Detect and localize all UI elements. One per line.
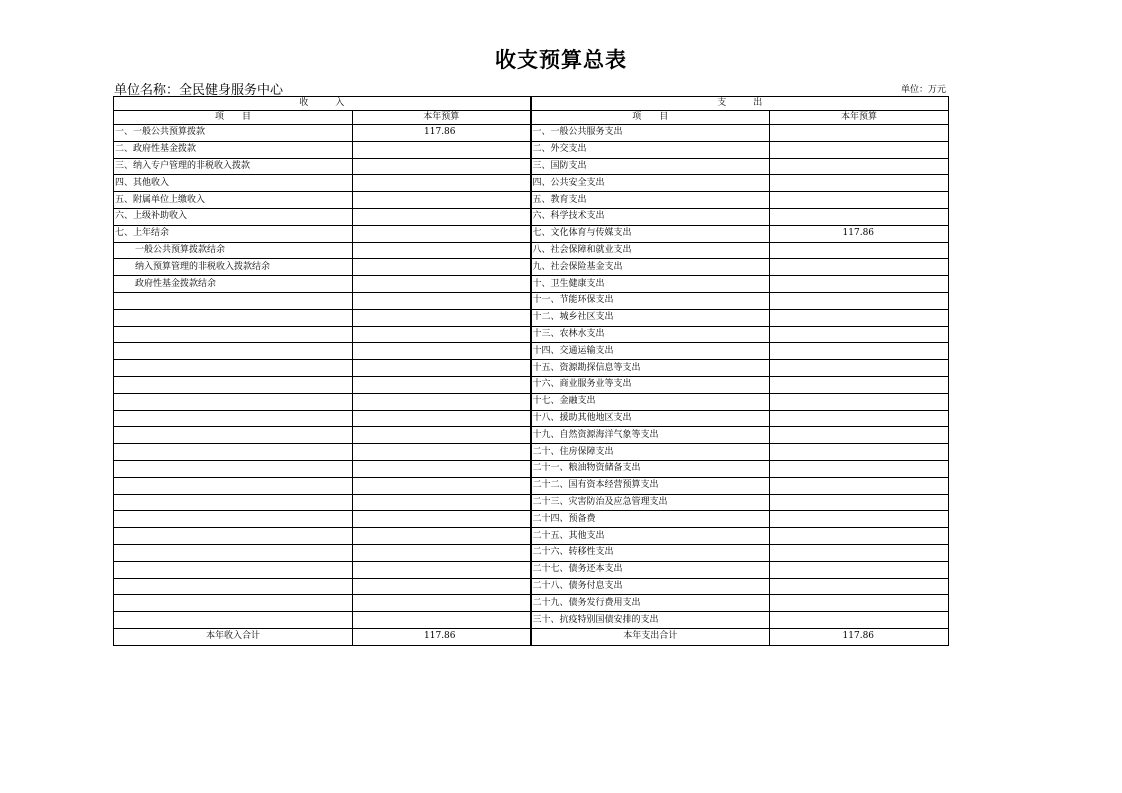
expense-value-cell — [770, 376, 949, 393]
table-row — [114, 544, 949, 561]
income-value-cell — [353, 242, 531, 259]
expense-item-cell: 十六、商业服务业等支出 — [531, 376, 770, 393]
income-item-cell — [114, 561, 353, 578]
unit-name-label: 单位名称：全民健身服务中心 — [114, 83, 284, 98]
table-row — [114, 276, 949, 293]
expense-value-cell — [770, 276, 949, 293]
income-value-cell — [353, 393, 531, 410]
income-item-cell: 七、上年结余 — [114, 225, 353, 242]
income-value-cell — [353, 192, 531, 209]
expense-value-cell — [770, 141, 949, 158]
table-row — [114, 427, 949, 444]
income-value-cell — [353, 259, 531, 276]
expense-value-cell — [770, 158, 949, 175]
income-value-cell — [353, 175, 531, 192]
income-value-cell — [353, 225, 531, 242]
expense-value-cell — [770, 259, 949, 276]
income-item-cell: 政府性基金拨款结余 — [114, 276, 353, 293]
income-value-cell — [353, 612, 531, 629]
income-value-cell — [353, 292, 531, 309]
expense-value-cell — [770, 612, 949, 629]
expense-total-value: 117.86 — [770, 628, 949, 645]
income-item-cell: 五、附属单位上缴收入 — [114, 192, 353, 209]
table-row — [114, 208, 949, 225]
income-section-header: 收 入 — [114, 97, 531, 111]
expense-value-cell — [770, 242, 949, 259]
income-item-cell: 纳入预算管理的非税收入拨款结余 — [114, 259, 353, 276]
table-row — [114, 158, 949, 175]
expense-item-cell: 十九、自然资源海洋气象等支出 — [531, 427, 770, 444]
income-item-cell — [114, 444, 353, 461]
expense-item-cell: 二十四、预备费 — [531, 511, 770, 528]
income-value-cell — [353, 158, 531, 175]
budget-summary-table — [113, 96, 949, 646]
income-item-cell — [114, 326, 353, 343]
income-item-cell — [114, 393, 353, 410]
table-row — [114, 343, 949, 360]
totals-row — [114, 628, 949, 645]
expense-value-cell — [770, 528, 949, 545]
expense-item-cell: 十七、金融支出 — [531, 393, 770, 410]
table-row — [114, 175, 949, 192]
income-value-cell — [353, 309, 531, 326]
table-row — [114, 292, 949, 309]
expense-value-cell — [770, 360, 949, 377]
expense-item-cell: 十四、交通运输支出 — [531, 343, 770, 360]
expense-value-cell — [770, 511, 949, 528]
table-row — [114, 309, 949, 326]
income-value-cell — [353, 343, 531, 360]
income-item-cell — [114, 511, 353, 528]
expense-value-cell — [770, 125, 949, 142]
expense-value-cell — [770, 561, 949, 578]
expense-item-cell: 十八、援助其他地区支出 — [531, 410, 770, 427]
currency-unit-label: 单位：万元 — [900, 85, 946, 95]
income-item-cell — [114, 360, 353, 377]
income-value-cell: 117.86 — [353, 125, 531, 142]
income-total-value: 117.86 — [353, 628, 531, 645]
page-title: 收支预算总表 — [495, 48, 627, 72]
income-value-cell — [353, 578, 531, 595]
income-item-cell — [114, 292, 353, 309]
expense-item-cell: 五、教育支出 — [531, 192, 770, 209]
income-value-cell — [353, 360, 531, 377]
expense-value-cell — [770, 578, 949, 595]
table-row — [114, 494, 949, 511]
expense-item-cell: 二十八、债务付息支出 — [531, 578, 770, 595]
expense-value-cell — [770, 326, 949, 343]
income-value-cell — [353, 208, 531, 225]
income-value-cell — [353, 494, 531, 511]
income-value-cell — [353, 141, 531, 158]
table-row — [114, 511, 949, 528]
income-budget-header: 本年预算 — [353, 111, 531, 125]
income-value-cell — [353, 276, 531, 293]
expense-item-cell: 八、社会保障和就业支出 — [531, 242, 770, 259]
expense-item-cell: 三、国防支出 — [531, 158, 770, 175]
income-item-cell: 三、纳入专户管理的非税收入拨款 — [114, 158, 353, 175]
table-row — [114, 225, 949, 242]
expense-value-cell — [770, 494, 949, 511]
expense-value-cell — [770, 292, 949, 309]
expense-item-cell: 六、科学技术支出 — [531, 208, 770, 225]
expense-item-cell: 二十、住房保障支出 — [531, 444, 770, 461]
expense-item-cell: 三十、抗疫特别国债安排的支出 — [531, 612, 770, 629]
expense-value-cell — [770, 410, 949, 427]
expense-value-cell — [770, 192, 949, 209]
expense-item-cell: 四、公共安全支出 — [531, 175, 770, 192]
table-row — [114, 561, 949, 578]
expense-item-cell: 二十六、转移性支出 — [531, 544, 770, 561]
expense-item-cell: 十三、农林水支出 — [531, 326, 770, 343]
expense-value-cell — [770, 595, 949, 612]
income-item-cell: 四、其他收入 — [114, 175, 353, 192]
income-item-cell — [114, 528, 353, 545]
income-item-cell — [114, 309, 353, 326]
income-item-cell — [114, 460, 353, 477]
expense-item-cell: 一、一般公共服务支出 — [531, 125, 770, 142]
expense-item-cell: 二十九、债务发行费用支出 — [531, 595, 770, 612]
column-header-row — [114, 111, 949, 125]
income-item-cell: 二、政府性基金拨款 — [114, 141, 353, 158]
income-value-cell — [353, 444, 531, 461]
income-total-label: 本年收入合计 — [114, 628, 353, 645]
table-row — [114, 595, 949, 612]
expense-item-cell: 十、卫生健康支出 — [531, 276, 770, 293]
income-item-cell: 一、一般公共预算拨款 — [114, 125, 353, 142]
income-value-cell — [353, 326, 531, 343]
expense-section-header: 支 出 — [531, 97, 949, 111]
table-row — [114, 578, 949, 595]
table-row — [114, 460, 949, 477]
table-row — [114, 444, 949, 461]
table-row — [114, 125, 949, 142]
income-item-header: 项 目 — [114, 111, 353, 125]
expense-total-label: 本年支出合计 — [531, 628, 770, 645]
income-item-cell — [114, 578, 353, 595]
expense-item-cell: 二、外交支出 — [531, 141, 770, 158]
income-value-cell — [353, 477, 531, 494]
table-row — [114, 242, 949, 259]
expense-item-cell: 十一、节能环保支出 — [531, 292, 770, 309]
table-row — [114, 393, 949, 410]
income-value-cell — [353, 511, 531, 528]
expense-item-cell: 十二、城乡社区支出 — [531, 309, 770, 326]
expense-value-cell — [770, 309, 949, 326]
expense-value-cell — [770, 544, 949, 561]
income-item-cell — [114, 612, 353, 629]
income-item-cell — [114, 410, 353, 427]
expense-item-cell: 二十二、国有资本经营预算支出 — [531, 477, 770, 494]
expense-value-cell — [770, 444, 949, 461]
income-item-cell — [114, 595, 353, 612]
expense-value-cell — [770, 208, 949, 225]
table-row — [114, 192, 949, 209]
income-item-cell — [114, 494, 353, 511]
table-row — [114, 141, 949, 158]
expense-value-cell: 117.86 — [770, 225, 949, 242]
table-row — [114, 528, 949, 545]
section-header-row — [114, 97, 949, 111]
income-value-cell — [353, 528, 531, 545]
table-row — [114, 376, 949, 393]
income-item-cell — [114, 477, 353, 494]
income-value-cell — [353, 427, 531, 444]
income-value-cell — [353, 410, 531, 427]
expense-value-cell — [770, 427, 949, 444]
expense-value-cell — [770, 477, 949, 494]
table-row — [114, 326, 949, 343]
expense-item-cell: 十五、资源勘探信息等支出 — [531, 360, 770, 377]
income-item-cell — [114, 427, 353, 444]
income-value-cell — [353, 544, 531, 561]
table-row — [114, 360, 949, 377]
income-value-cell — [353, 460, 531, 477]
expense-value-cell — [770, 175, 949, 192]
expense-budget-header: 本年预算 — [770, 111, 949, 125]
table-body — [114, 125, 949, 629]
table-row — [114, 410, 949, 427]
expense-item-header: 项 目 — [531, 111, 770, 125]
income-item-cell: 一般公共预算拨款结余 — [114, 242, 353, 259]
expense-item-cell: 二十一、粮油物资储备支出 — [531, 460, 770, 477]
income-item-cell — [114, 544, 353, 561]
table-row — [114, 477, 949, 494]
expense-item-cell: 二十三、灾害防治及应急管理支出 — [531, 494, 770, 511]
table-row — [114, 612, 949, 629]
expense-item-cell: 二十七、债务还本支出 — [531, 561, 770, 578]
expense-value-cell — [770, 343, 949, 360]
income-value-cell — [353, 376, 531, 393]
expense-value-cell — [770, 460, 949, 477]
expense-item-cell: 九、社会保险基金支出 — [531, 259, 770, 276]
income-item-cell — [114, 343, 353, 360]
income-item-cell: 六、上级补助收入 — [114, 208, 353, 225]
income-value-cell — [353, 595, 531, 612]
expense-item-cell: 七、文化体育与传媒支出 — [531, 225, 770, 242]
table-row — [114, 259, 949, 276]
expense-item-cell: 二十五、其他支出 — [531, 528, 770, 545]
expense-value-cell — [770, 393, 949, 410]
income-item-cell — [114, 376, 353, 393]
income-value-cell — [353, 561, 531, 578]
